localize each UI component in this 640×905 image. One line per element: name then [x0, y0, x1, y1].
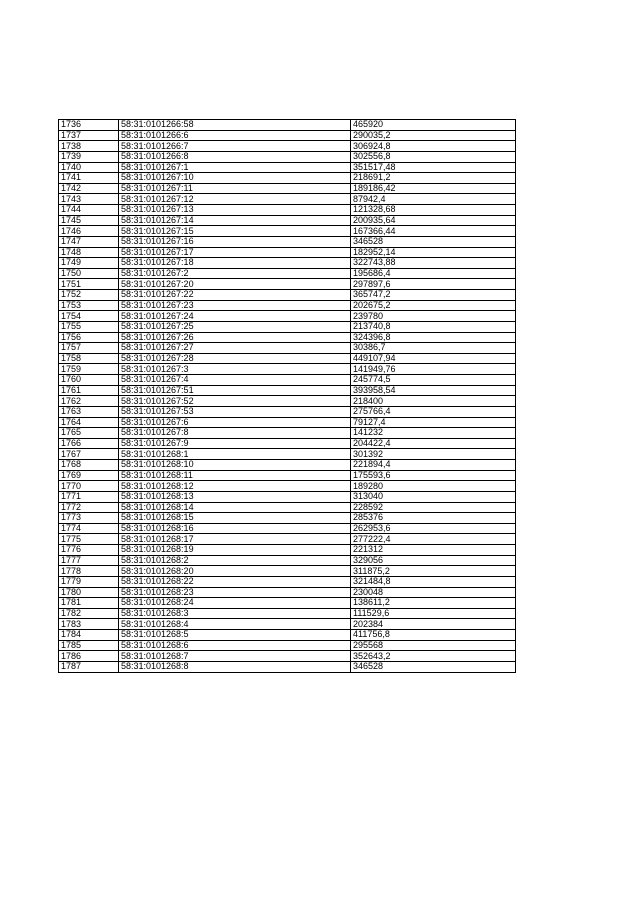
cadastral-number-cell: 58:31:0101267:27 [119, 343, 351, 354]
table-row [59, 268, 516, 279]
table-row [59, 194, 516, 205]
row-number-cell: 1777 [59, 555, 119, 566]
value-cell: 202675,2 [351, 300, 516, 311]
row-number-cell: 1774 [59, 523, 119, 534]
table-row [59, 290, 516, 301]
cadastral-number-cell: 58:31:0101267:23 [119, 300, 351, 311]
table-row [59, 608, 516, 619]
table-row [59, 258, 516, 269]
value-cell: 195686,4 [351, 268, 516, 279]
row-number-cell: 1757 [59, 343, 119, 354]
cadastral-number-cell: 58:31:0101267:2 [119, 268, 351, 279]
table-row [59, 173, 516, 184]
cadastral-number-cell: 58:31:0101268:17 [119, 534, 351, 545]
table-body [59, 120, 516, 673]
table-row [59, 513, 516, 524]
cadastral-number-cell: 58:31:0101267:12 [119, 194, 351, 205]
table-row [59, 619, 516, 630]
value-cell: 189186,42 [351, 183, 516, 194]
cadastral-number-cell: 58:31:0101267:25 [119, 321, 351, 332]
value-cell: 245774,5 [351, 375, 516, 386]
value-cell: 218400 [351, 396, 516, 407]
cadastral-number-cell: 58:31:0101268:19 [119, 545, 351, 556]
row-number-cell: 1766 [59, 438, 119, 449]
value-cell: 202384 [351, 619, 516, 630]
cadastral-number-cell: 58:31:0101267:20 [119, 279, 351, 290]
row-number-cell: 1736 [59, 120, 119, 131]
table-row [59, 120, 516, 131]
row-number-cell: 1763 [59, 406, 119, 417]
table-row [59, 598, 516, 609]
value-cell: 221894,4 [351, 460, 516, 471]
cadastral-number-cell: 58:31:0101267:13 [119, 205, 351, 216]
row-number-cell: 1760 [59, 375, 119, 386]
cadastral-number-cell: 58:31:0101267:8 [119, 428, 351, 439]
value-cell: 228592 [351, 502, 516, 513]
table-row [59, 428, 516, 439]
cadastral-number-cell: 58:31:0101268:12 [119, 481, 351, 492]
table-row [59, 534, 516, 545]
cadastral-number-cell: 58:31:0101267:11 [119, 183, 351, 194]
cadastral-number-cell: 58:31:0101268:16 [119, 523, 351, 534]
cadastral-number-cell: 58:31:0101268:8 [119, 661, 351, 672]
table-row [59, 406, 516, 417]
value-cell: 324396,8 [351, 332, 516, 343]
cadastral-number-cell: 58:31:0101267:16 [119, 236, 351, 247]
value-cell: 352643,2 [351, 651, 516, 662]
row-number-cell: 1767 [59, 449, 119, 460]
value-cell: 30386,7 [351, 343, 516, 354]
table-row [59, 396, 516, 407]
value-cell: 285376 [351, 513, 516, 524]
value-cell: 141232 [351, 428, 516, 439]
value-cell: 346528 [351, 661, 516, 672]
cadastral-number-cell: 58:31:0101268:1 [119, 449, 351, 460]
row-number-cell: 1745 [59, 215, 119, 226]
row-number-cell: 1755 [59, 321, 119, 332]
table-row [59, 449, 516, 460]
value-cell: 213740,8 [351, 321, 516, 332]
row-number-cell: 1787 [59, 661, 119, 672]
row-number-cell: 1786 [59, 651, 119, 662]
table-row [59, 417, 516, 428]
row-number-cell: 1750 [59, 268, 119, 279]
row-number-cell: 1740 [59, 162, 119, 173]
row-number-cell: 1775 [59, 534, 119, 545]
value-cell: 175593,6 [351, 470, 516, 481]
row-number-cell: 1769 [59, 470, 119, 481]
value-cell: 329056 [351, 555, 516, 566]
table-row [59, 183, 516, 194]
row-number-cell: 1758 [59, 353, 119, 364]
table-row [59, 162, 516, 173]
row-number-cell: 1776 [59, 545, 119, 556]
row-number-cell: 1765 [59, 428, 119, 439]
row-number-cell: 1764 [59, 417, 119, 428]
value-cell: 297897,6 [351, 279, 516, 290]
row-number-cell: 1772 [59, 502, 119, 513]
row-number-cell: 1784 [59, 630, 119, 641]
value-cell: 239780 [351, 311, 516, 322]
cadastral-number-cell: 58:31:0101268:24 [119, 598, 351, 609]
cadastral-number-cell: 58:31:0101267:10 [119, 173, 351, 184]
table-row [59, 279, 516, 290]
row-number-cell: 1771 [59, 491, 119, 502]
cadastral-number-cell: 58:31:0101268:22 [119, 576, 351, 587]
cadastral-number-cell: 58:31:0101267:1 [119, 162, 351, 173]
table-row [59, 502, 516, 513]
table-row [59, 311, 516, 322]
row-number-cell: 1744 [59, 205, 119, 216]
row-number-cell: 1742 [59, 183, 119, 194]
table-row [59, 491, 516, 502]
row-number-cell: 1770 [59, 481, 119, 492]
row-number-cell: 1761 [59, 385, 119, 396]
row-number-cell: 1748 [59, 247, 119, 258]
data-table [58, 119, 516, 673]
cadastral-number-cell: 58:31:0101268:23 [119, 587, 351, 598]
value-cell: 302556,8 [351, 151, 516, 162]
cadastral-number-cell: 58:31:0101268:6 [119, 640, 351, 651]
table-row [59, 651, 516, 662]
value-cell: 167366,44 [351, 226, 516, 237]
cadastral-number-cell: 58:31:0101268:5 [119, 630, 351, 641]
table-row [59, 321, 516, 332]
row-number-cell: 1779 [59, 576, 119, 587]
cadastral-number-cell: 58:31:0101267:3 [119, 364, 351, 375]
value-cell: 393958,54 [351, 385, 516, 396]
row-number-cell: 1746 [59, 226, 119, 237]
cadastral-number-cell: 58:31:0101267:22 [119, 290, 351, 301]
table-row [59, 364, 516, 375]
value-cell: 449107,94 [351, 353, 516, 364]
value-cell: 321484,8 [351, 576, 516, 587]
row-number-cell: 1778 [59, 566, 119, 577]
row-number-cell: 1768 [59, 460, 119, 471]
value-cell: 306924,8 [351, 141, 516, 152]
cadastral-number-cell: 58:31:0101267:24 [119, 311, 351, 322]
value-cell: 275766,4 [351, 406, 516, 417]
value-cell: 138611,2 [351, 598, 516, 609]
table-row [59, 247, 516, 258]
table-row [59, 587, 516, 598]
row-number-cell: 1739 [59, 151, 119, 162]
table-row [59, 470, 516, 481]
cadastral-number-cell: 58:31:0101266:6 [119, 130, 351, 141]
cadastral-number-cell: 58:31:0101268:7 [119, 651, 351, 662]
row-number-cell: 1743 [59, 194, 119, 205]
value-cell: 221312 [351, 545, 516, 556]
table-row [59, 353, 516, 364]
cadastral-number-cell: 58:31:0101268:14 [119, 502, 351, 513]
row-number-cell: 1785 [59, 640, 119, 651]
table-row [59, 151, 516, 162]
cadastral-number-cell: 58:31:0101267:4 [119, 375, 351, 386]
table-row [59, 300, 516, 311]
table-row [59, 343, 516, 354]
value-cell: 189280 [351, 481, 516, 492]
value-cell: 277222,4 [351, 534, 516, 545]
cadastral-number-cell: 58:31:0101266:58 [119, 120, 351, 131]
value-cell: 182952,14 [351, 247, 516, 258]
table-row [59, 481, 516, 492]
table-row [59, 215, 516, 226]
row-number-cell: 1756 [59, 332, 119, 343]
value-cell: 351517,48 [351, 162, 516, 173]
row-number-cell: 1737 [59, 130, 119, 141]
value-cell: 346528 [351, 236, 516, 247]
value-cell: 121328,68 [351, 205, 516, 216]
cadastral-number-cell: 58:31:0101267:17 [119, 247, 351, 258]
value-cell: 365747,2 [351, 290, 516, 301]
value-cell: 295568 [351, 640, 516, 651]
cadastral-number-cell: 58:31:0101268:11 [119, 470, 351, 481]
row-number-cell: 1738 [59, 141, 119, 152]
value-cell: 200935,64 [351, 215, 516, 226]
row-number-cell: 1753 [59, 300, 119, 311]
cadastral-number-cell: 58:31:0101267:26 [119, 332, 351, 343]
row-number-cell: 1754 [59, 311, 119, 322]
cadastral-number-cell: 58:31:0101268:20 [119, 566, 351, 577]
cadastral-number-cell: 58:31:0101268:15 [119, 513, 351, 524]
cadastral-number-cell: 58:31:0101266:7 [119, 141, 351, 152]
table-row [59, 375, 516, 386]
table-row [59, 661, 516, 672]
cadastral-number-cell: 58:31:0101268:10 [119, 460, 351, 471]
row-number-cell: 1783 [59, 619, 119, 630]
value-cell: 218691,2 [351, 173, 516, 184]
value-cell: 262953,6 [351, 523, 516, 534]
cadastral-number-cell: 58:31:0101267:15 [119, 226, 351, 237]
cadastral-number-cell: 58:31:0101267:53 [119, 406, 351, 417]
cadastral-number-cell: 58:31:0101267:51 [119, 385, 351, 396]
value-cell: 322743,88 [351, 258, 516, 269]
table-row [59, 523, 516, 534]
table-row [59, 438, 516, 449]
cadastral-number-cell: 58:31:0101268:3 [119, 608, 351, 619]
row-number-cell: 1780 [59, 587, 119, 598]
table-row [59, 130, 516, 141]
table-row [59, 640, 516, 651]
value-cell: 141949,76 [351, 364, 516, 375]
cadastral-number-cell: 58:31:0101267:52 [119, 396, 351, 407]
row-number-cell: 1747 [59, 236, 119, 247]
value-cell: 230048 [351, 587, 516, 598]
cadastral-number-cell: 58:31:0101267:6 [119, 417, 351, 428]
table-row [59, 236, 516, 247]
table-row [59, 226, 516, 237]
cadastral-number-cell: 58:31:0101267:28 [119, 353, 351, 364]
value-cell: 204422,4 [351, 438, 516, 449]
cadastral-number-cell: 58:31:0101266:8 [119, 151, 351, 162]
cadastral-number-cell: 58:31:0101267:18 [119, 258, 351, 269]
row-number-cell: 1773 [59, 513, 119, 524]
cadastral-number-cell: 58:31:0101267:9 [119, 438, 351, 449]
value-cell: 465920 [351, 120, 516, 131]
row-number-cell: 1749 [59, 258, 119, 269]
table-row [59, 460, 516, 471]
value-cell: 111529,6 [351, 608, 516, 619]
table-row [59, 545, 516, 556]
cadastral-number-cell: 58:31:0101268:13 [119, 491, 351, 502]
cadastral-number-cell: 58:31:0101268:4 [119, 619, 351, 630]
value-cell: 311875,2 [351, 566, 516, 577]
value-cell: 87942,4 [351, 194, 516, 205]
row-number-cell: 1762 [59, 396, 119, 407]
row-number-cell: 1782 [59, 608, 119, 619]
table-row [59, 555, 516, 566]
table-row [59, 205, 516, 216]
cadastral-number-cell: 58:31:0101267:14 [119, 215, 351, 226]
value-cell: 313040 [351, 491, 516, 502]
row-number-cell: 1752 [59, 290, 119, 301]
row-number-cell: 1781 [59, 598, 119, 609]
table-row [59, 566, 516, 577]
table-row [59, 630, 516, 641]
table-row [59, 141, 516, 152]
value-cell: 301392 [351, 449, 516, 460]
cadastral-number-cell: 58:31:0101268:2 [119, 555, 351, 566]
table-row [59, 332, 516, 343]
row-number-cell: 1759 [59, 364, 119, 375]
value-cell: 411756,8 [351, 630, 516, 641]
row-number-cell: 1751 [59, 279, 119, 290]
value-cell: 79127,4 [351, 417, 516, 428]
table-row [59, 576, 516, 587]
row-number-cell: 1741 [59, 173, 119, 184]
table-row [59, 385, 516, 396]
value-cell: 290035,2 [351, 130, 516, 141]
